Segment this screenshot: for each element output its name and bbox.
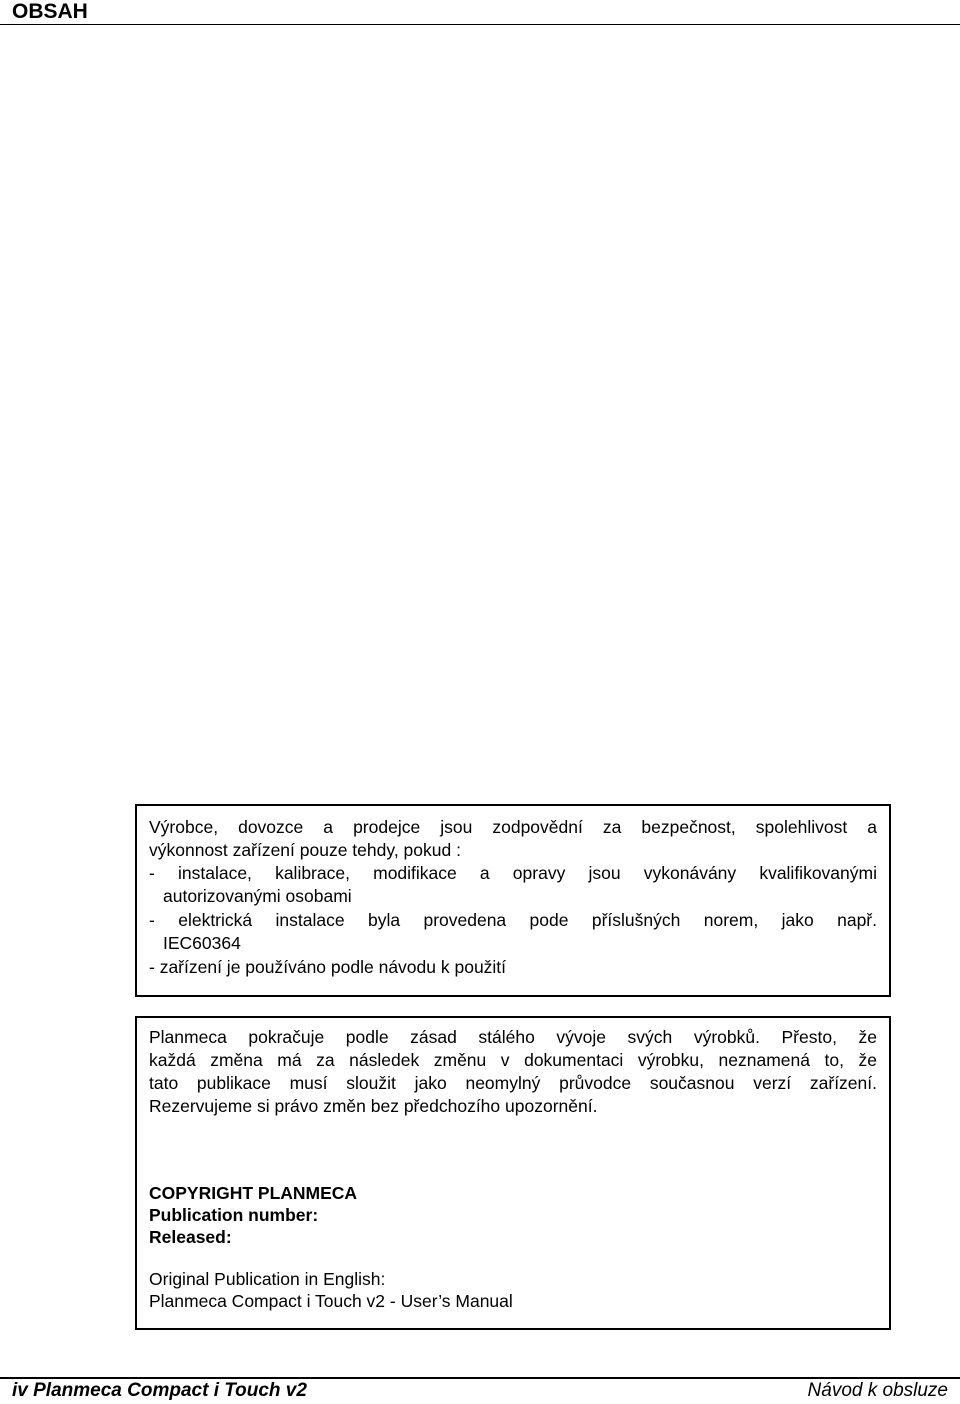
policy-line-3: tato publikace musí sloužit jako neomylný průvodce současnou verzí zařízení. [149, 1073, 877, 1093]
released-label: Released: [149, 1227, 232, 1247]
notice-line-5: - elektrická instalace byla provedena pode příslušných norem, jako např. [149, 910, 877, 930]
notice-line-3: - instalace, kalibrace, modifikace a opravy jsou vykonávány kvalifikovanými [149, 863, 877, 883]
notice-line-4: autorizovanými osobami [163, 886, 352, 906]
policy-publication-box [135, 1016, 891, 1330]
original-publication-label: Original Publication in English: [149, 1269, 386, 1289]
footer-page-label: iv Planmeca Compact i Touch v2 [12, 1380, 307, 1401]
policy-line-4: Rezervujeme si právo změn bez předchozího upozornění. [149, 1096, 598, 1116]
notice-line-1: Výrobce, dovozce a prodejce jsou zodpovědní za bezpečnost, spolehlivost a [149, 817, 877, 837]
footer-manual-label: Návod k obsluze [807, 1380, 948, 1401]
notice-line-6: IEC60364 [163, 933, 241, 953]
notice-line-2: výkonnost zařízení pouze tehdy, pokud : [149, 840, 461, 860]
policy-line-2: každá změna má za následek změnu v dokumentaci výrobku, neznamená to, že [149, 1050, 877, 1070]
page-header-title: OBSAH [12, 0, 88, 23]
manufacturer-notice-box [135, 804, 891, 997]
policy-line-1: Planmeca pokračuje podle zásad stálého vývoje svých výrobků. Přesto, že [149, 1027, 877, 1047]
header-divider [0, 24, 960, 25]
original-publication-title: Planmeca Compact i Touch v2 - User’s Manual [149, 1291, 513, 1311]
notice-line-7: - zařízení je používáno podle návodu k použití [149, 957, 507, 977]
copyright-notice: COPYRIGHT PLANMECA [149, 1183, 358, 1203]
publication-number-label: Publication number: [149, 1205, 319, 1225]
